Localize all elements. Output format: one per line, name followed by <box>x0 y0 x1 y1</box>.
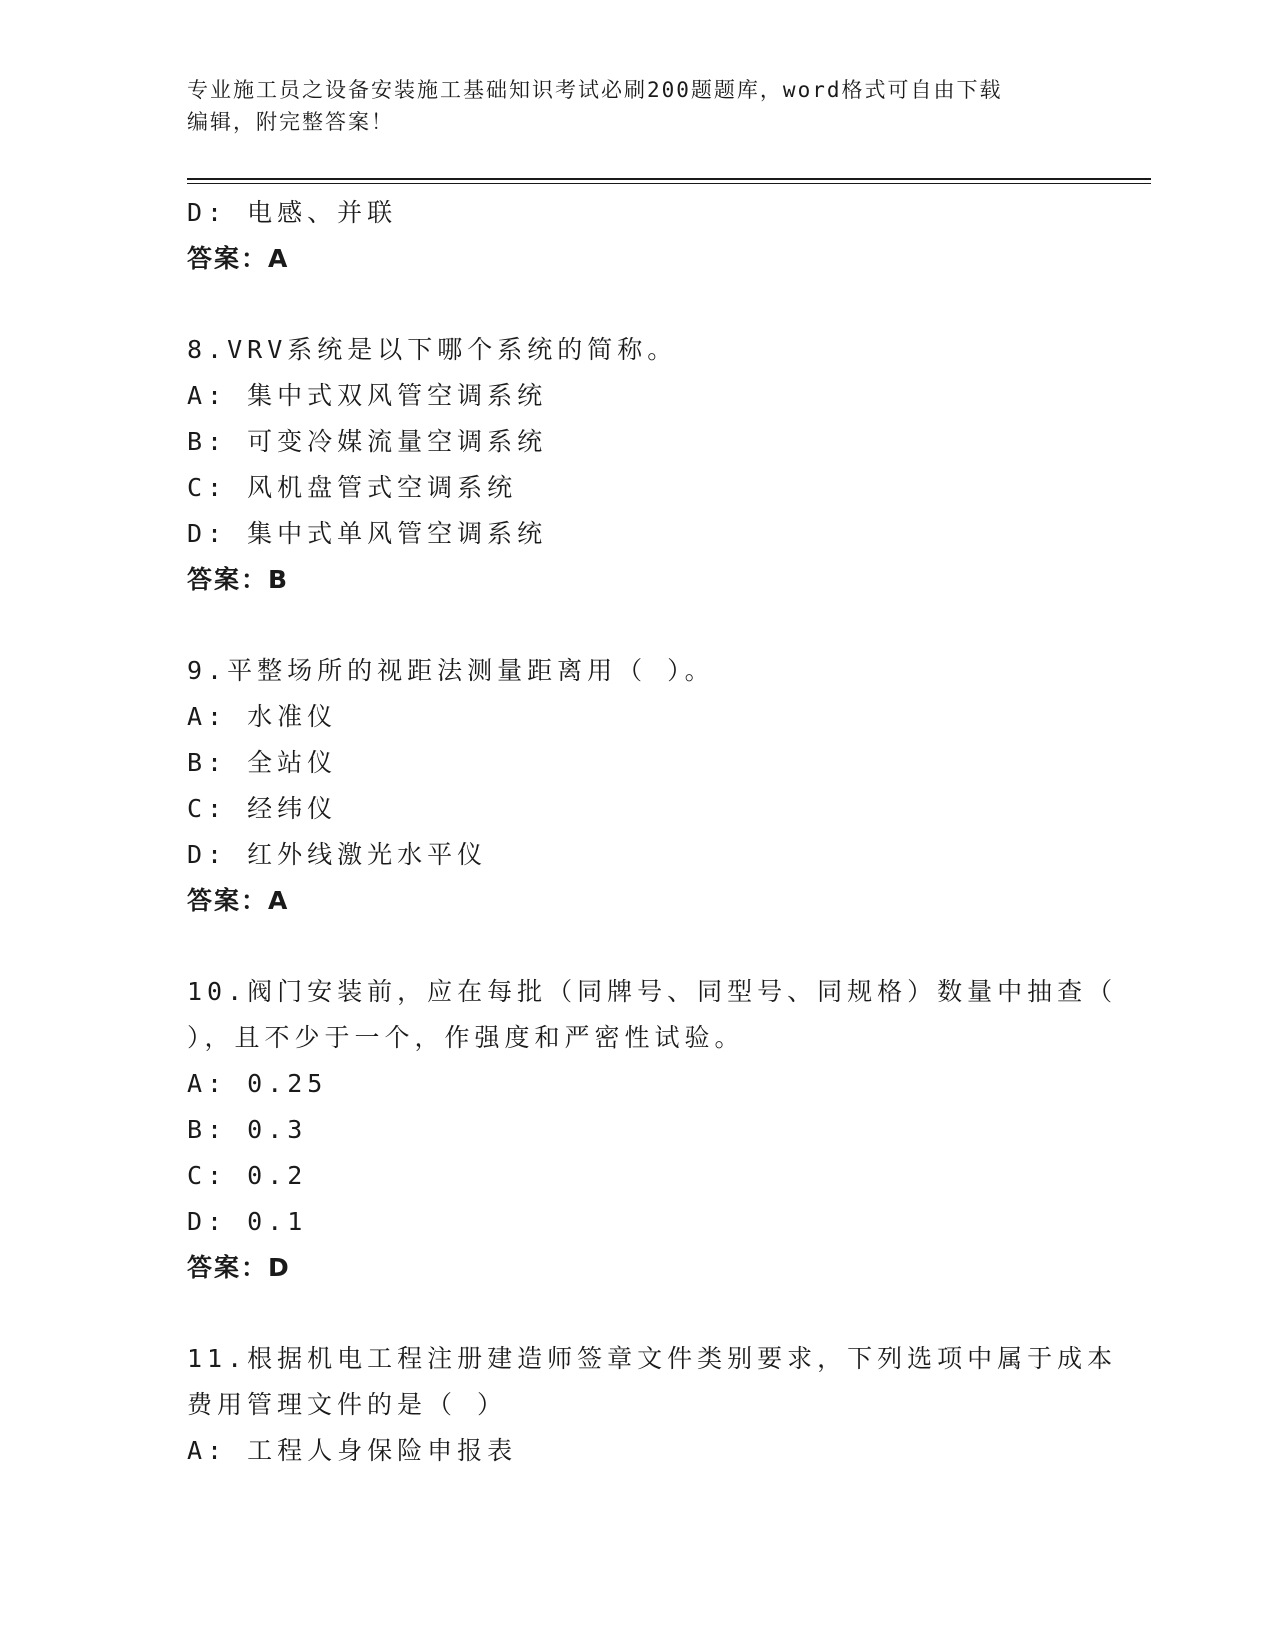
option-d: D: 集中式单风管空调系统 <box>187 519 548 548</box>
question-text: 8.VRV系统是以下哪个系统的简称。 <box>187 335 678 364</box>
option-d: D: 红外线激光水平仪 <box>187 840 488 869</box>
question-text-line-2: ），且不少于一个，作强度和严密性试验。 <box>187 1023 745 1052</box>
option-d: D: 0.1 <box>187 1207 308 1236</box>
question-text-line-2: 费用管理文件的是（ ） <box>187 1390 508 1419</box>
option-c: C: 风机盘管式空调系统 <box>187 473 518 502</box>
answer-line: 答案：D <box>187 1253 291 1282</box>
option-a: A: 集中式双风管空调系统 <box>187 381 548 410</box>
option-d: D: 电感、并联 <box>187 198 398 227</box>
option-a: A: 水准仪 <box>187 702 338 731</box>
header-divider-thin <box>187 183 1151 184</box>
header-line-1: 专业施工员之设备安装施工基础知识考试必刷200题题库，word格式可自由下载 <box>187 78 1003 102</box>
question-text-line-1: 10.阀门安装前，应在每批（同牌号、同型号、同规格）数量中抽查（ <box>187 977 1118 1006</box>
option-b: B: 0.3 <box>187 1115 308 1144</box>
option-b: B: 可变冷媒流量空调系统 <box>187 427 548 456</box>
header-divider <box>187 178 1151 180</box>
option-b: B: 全站仪 <box>187 748 338 777</box>
page-header <box>187 74 1067 138</box>
document-body <box>187 190 1118 1474</box>
question-11 <box>187 1336 1118 1474</box>
question-9 <box>187 648 1077 924</box>
option-a: A: 0.25 <box>187 1069 328 1098</box>
question-text-line-1: 11.根据机电工程注册建造师签章文件类别要求，下列选项中属于成本 <box>187 1344 1118 1373</box>
answer-line: 答案：B <box>187 565 290 594</box>
question-7-tail <box>187 190 1077 282</box>
answer-line: 答案：A <box>187 244 290 273</box>
question-text: 9.平整场所的视距法测量距离用（ ）。 <box>187 656 715 685</box>
option-a: A: 工程人身保险申报表 <box>187 1436 518 1465</box>
answer-line: 答案：A <box>187 886 290 915</box>
option-c: C: 0.2 <box>187 1161 308 1190</box>
question-8 <box>187 327 1077 603</box>
header-line-2: 编辑，附完整答案！ <box>187 110 394 134</box>
option-c: C: 经纬仪 <box>187 794 338 823</box>
question-10 <box>187 969 1118 1291</box>
